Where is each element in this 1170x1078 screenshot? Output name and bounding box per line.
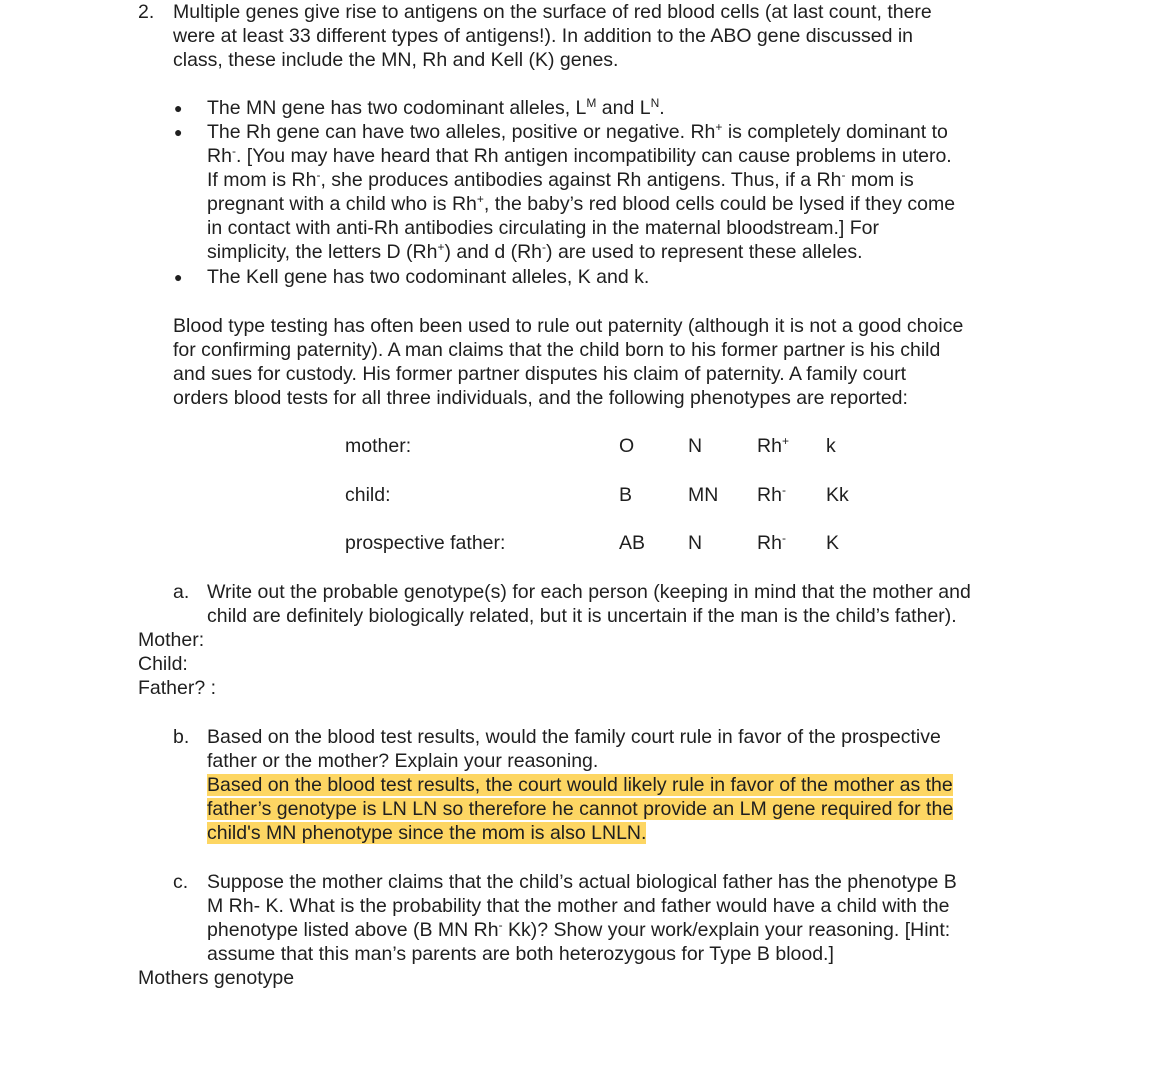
part-b-line-2: father or the mother? Explain your reasoning. [207,750,599,772]
mn-value: N [688,532,703,554]
bullet-mn-gene: The MN gene has two codominant alleles, $L^M$ and $L^N$. [207,96,665,119]
question-number: 2. [138,1,155,23]
part-b-answer-line-3 [207,821,646,845]
intro-line-1: Multiple genes give rise to antigens on the surface of red blood cells (at last count, there [173,1,932,23]
highlighted-answer: child's MN phenotype since the mom is also LNLN. [207,822,647,844]
paternity-line-2: for confirming paternity). A man claims that the child born to his former partner is his child [173,339,941,361]
bullet-rh-line-3: If mom is Rh-, she produces antibodies against Rh antigens. Thus, if a Rh- mom is [207,168,914,191]
row-label: mother: [345,435,412,457]
mn-value: MN [688,484,719,506]
part-b-marker: b. [173,726,190,748]
highlighted-answer: father’s genotype is LN LN so therefore he cannot provide an LM gene required for the [207,798,954,820]
kell-value: Kk [826,484,849,506]
part-b-answer-line-2 [207,797,953,821]
paternity-line-4: orders blood tests for all three individuals, and the following phenotypes are reported: [173,387,908,409]
part-c-answer-label: Mothers genotype [138,967,295,989]
abo-value: B [619,484,633,506]
bullet-rh-line-2: Rh-. [You may have heard that Rh antigen incompatibility can cause problems in utero. [207,144,952,167]
part-a-line-2: child are definitely biologically related, but it is uncertain if the man is the child’s father). [207,605,957,627]
highlighted-answer: Based on the blood test results, the court would likely rule in favor of the mother as the [207,774,953,796]
answer-father-label: Father? : [138,677,217,699]
mn-value: N [688,435,703,457]
part-a-line-1: Write out the probable genotype(s) for each person (keeping in mind that the mother and [207,581,971,603]
bullet-rh-line-6: simplicity, the letters D (Rh+) and d (Rh-) are used to represent these alleles. [207,240,863,263]
bullet-dot: ● [174,100,183,116]
row-label: child: [345,484,391,506]
part-a-marker: a. [173,581,190,603]
bullet-kell-gene: The Kell gene has two codominant alleles, K and k. [207,266,650,288]
paternity-line-3: and sues for custody. His former partner disputes his claim of paternity. A family court [173,363,907,385]
part-c-line-3: phenotype listed above (B MN Rh- Kk)? Show your work/explain your reasoning. [Hint: [207,918,951,941]
intro-line-2: were at least 33 different types of antigens!). In addition to the ABO gene discussed in [173,25,914,47]
bullet-dot: ● [174,269,183,285]
bullet-dot: ● [174,124,183,140]
answer-mother-label: Mother: [138,629,205,651]
rh-value: Rh- [757,483,786,506]
kell-value: k [826,435,836,457]
rh-value: Rh- [757,531,786,554]
paternity-line-1: Blood type testing has often been used to rule out paternity (although it is not a good choice [173,315,964,337]
bullet-rh-line-1: The Rh gene can have two alleles, positive or negative. Rh+ is completely dominant to [207,120,948,143]
answer-child-label: Child: [138,653,188,675]
row-label: prospective father: [345,532,506,554]
kell-value: K [826,532,840,554]
intro-line-3: class, these include the MN, Rh and Kell (K) genes. [173,49,619,71]
part-c-line-1: Suppose the mother claims that the child’s actual biological father has the phenotype B [207,871,957,893]
abo-value: O [619,435,635,457]
part-c-line-4: assume that this man’s parents are both heterozygous for Type B blood.] [207,943,834,965]
bullet-rh-line-4: pregnant with a child who is Rh+, the baby’s red blood cells could be lysed if they come [207,192,956,215]
part-b-line-1: Based on the blood test results, would the family court rule in favor of the prospective [207,726,941,748]
abo-value: AB [619,532,646,554]
part-b-answer-line-1 [207,773,953,797]
bullet-rh-line-5: in contact with anti-Rh antibodies circulating in the maternal bloodstream.] For [207,217,879,239]
part-c-line-2: M Rh- K. What is the probability that the mother and father would have a child with the [207,895,950,917]
part-c-marker: c. [173,871,189,893]
rh-value: Rh+ [757,434,789,457]
